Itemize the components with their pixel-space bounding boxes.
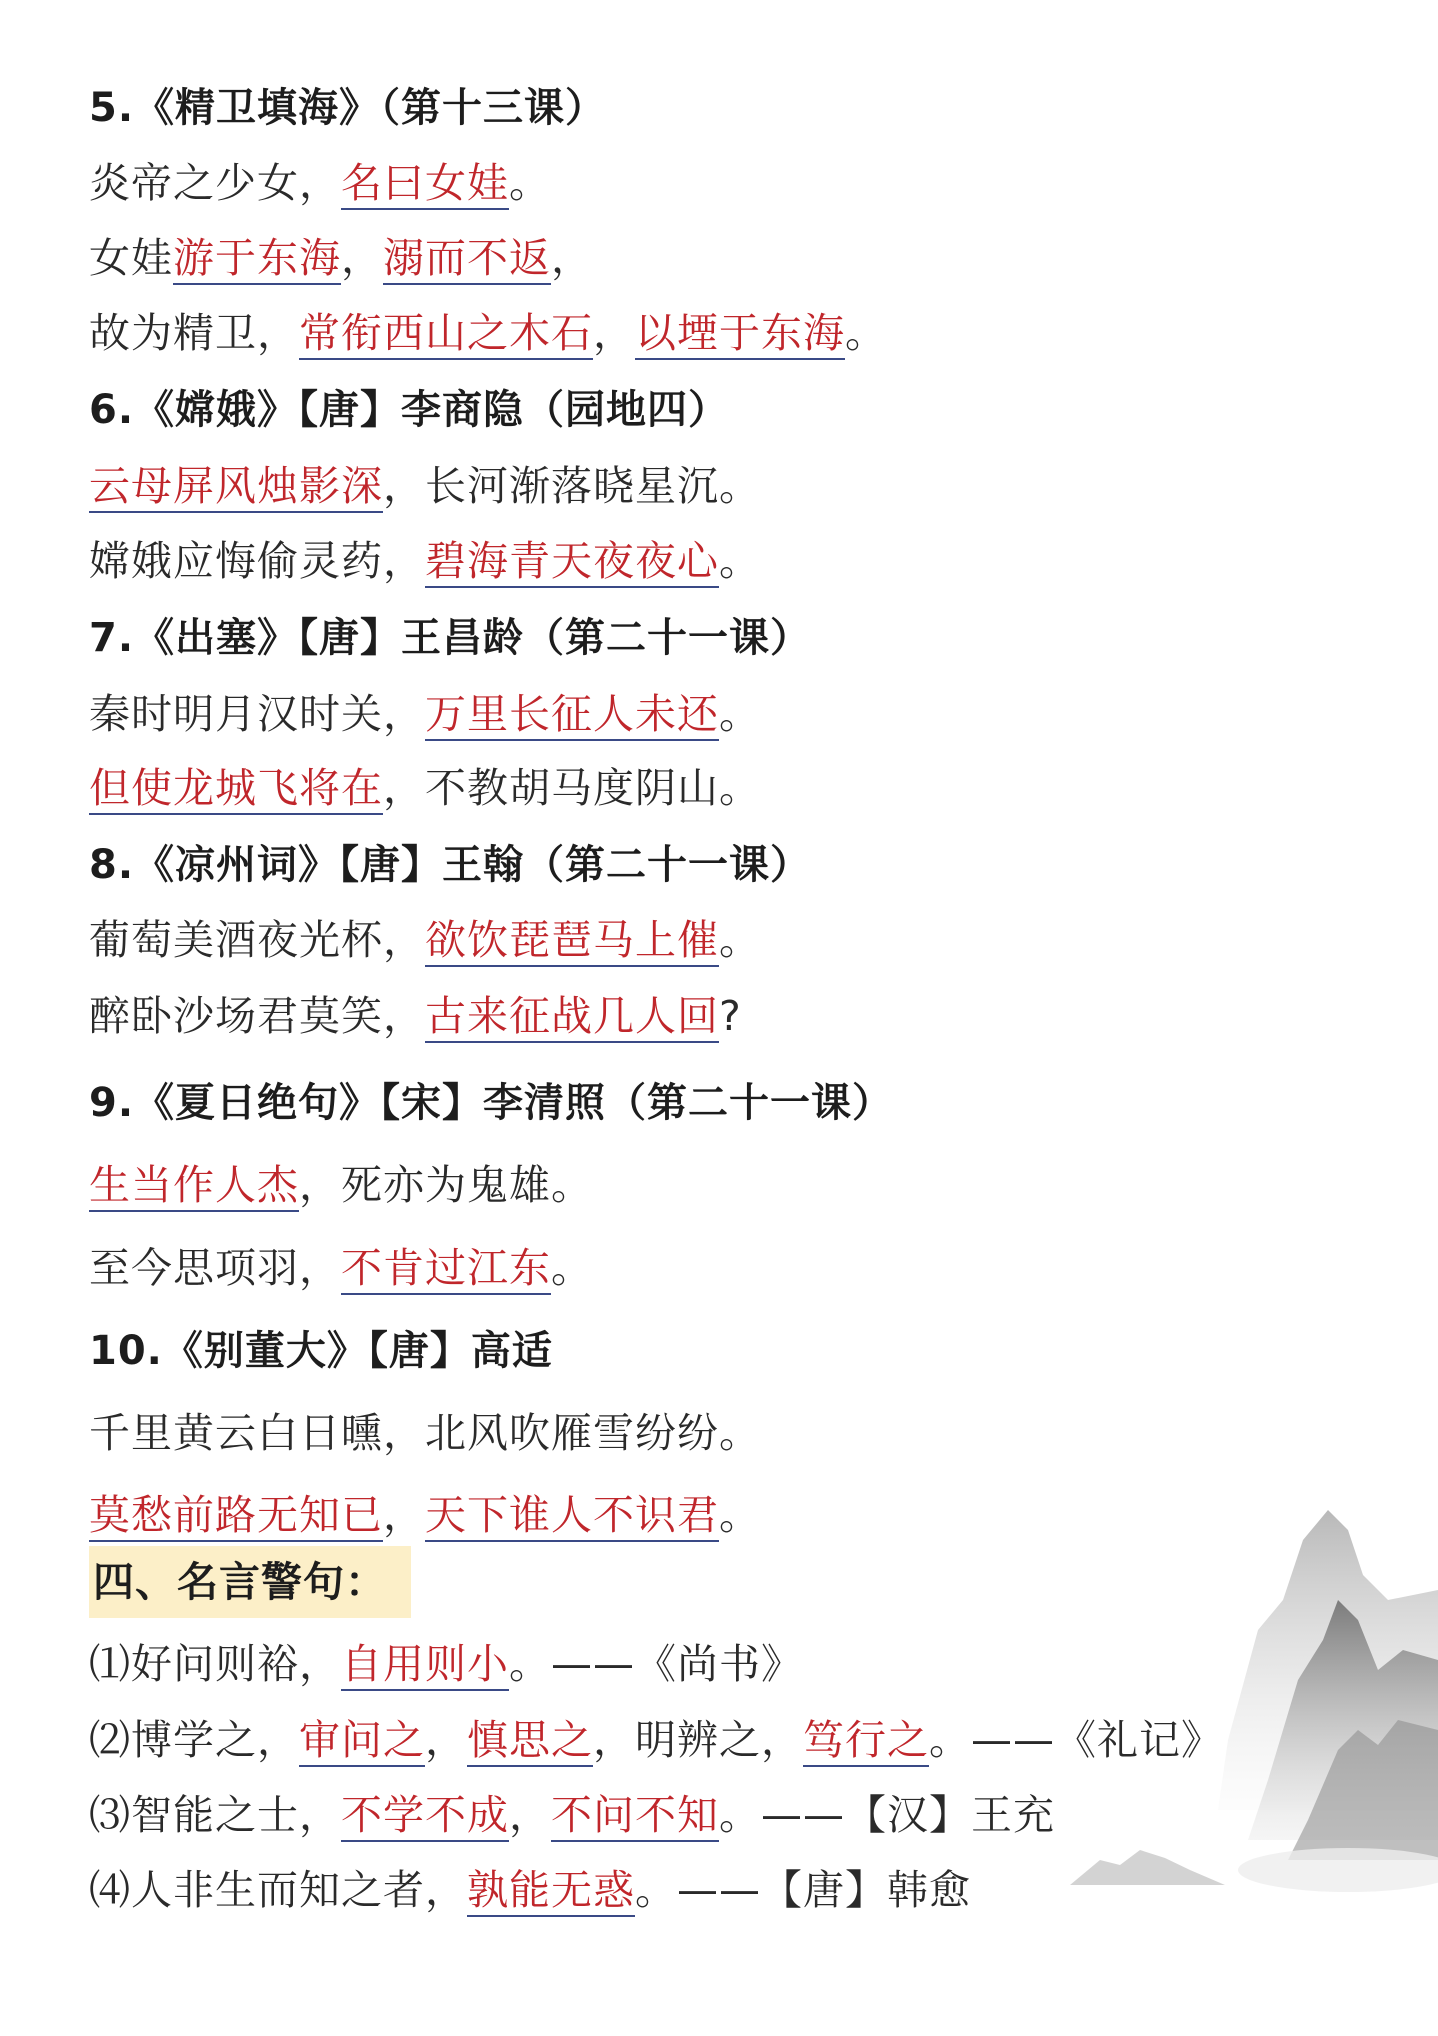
answer-blank: 不问不知 — [551, 1791, 719, 1842]
poem-line: 至今思项羽，不肯过江东。 — [89, 1240, 593, 1296]
quote-line: ⑶智能之士，不学不成，不问不知。——【汉】王充 — [89, 1787, 1055, 1843]
poem-line: 千里黄云白日曛，北风吹雁雪纷纷。 — [89, 1409, 761, 1457]
poem-line: 故为精卫，常衔西山之木石，以堙于东海。 — [89, 305, 887, 361]
poem-title: 10.《别董大》【唐】高适 — [89, 1328, 553, 1374]
answer-blank: 笃行之 — [803, 1716, 929, 1767]
answer-blank: 欲饮琵琶马上催 — [425, 916, 719, 967]
quote-line: ⑷人非生而知之者，孰能无惑。——【唐】韩愈 — [89, 1862, 971, 1918]
poem-line: 女娃游于东海，溺而不返， — [89, 230, 593, 286]
poem-title: 5.《精卫填海》（第十三课） — [89, 85, 607, 131]
answer-blank: 莫愁前路无知已 — [89, 1491, 383, 1542]
answer-blank: 天下谁人不识君 — [425, 1491, 719, 1542]
answer-blank: 古来征战几人回 — [425, 992, 719, 1043]
quote-line: ⑵博学之，审问之，慎思之，明辨之，笃行之。——《礼记》 — [89, 1712, 1223, 1768]
answer-blank: 但使龙城飞将在 — [89, 764, 383, 815]
poem-title: 9.《夏日绝句》【宋】李清照（第二十一课） — [89, 1080, 894, 1126]
answer-blank: 碧海青天夜夜心 — [425, 537, 719, 588]
answer-blank: 审问之 — [299, 1716, 425, 1767]
answer-blank: 自用则小 — [341, 1640, 509, 1691]
poem-line: 莫愁前路无知已，天下谁人不识君。 — [89, 1487, 761, 1543]
answer-blank: 不学不成 — [341, 1791, 509, 1842]
poem-line: 醉卧沙场君莫笑，古来征战几人回? — [89, 988, 742, 1044]
answer-blank: 溺而不返 — [383, 234, 551, 285]
answer-blank: 游于东海 — [173, 234, 341, 285]
answer-blank: 生当作人杰 — [89, 1161, 299, 1212]
answer-blank: 慎思之 — [467, 1716, 593, 1767]
poem-line: 嫦娥应悔偷灵药，碧海青天夜夜心。 — [89, 533, 761, 589]
poem-line: 葡萄美酒夜光杯，欲饮琵琶马上催。 — [89, 912, 761, 968]
answer-blank: 孰能无惑 — [467, 1866, 635, 1917]
answer-blank: 以堙于东海 — [635, 309, 845, 360]
poem-line: 炎帝之少女，名曰女娃。 — [89, 155, 551, 211]
poem-line: 云母屏风烛影深，长河渐落晓星沉。 — [89, 458, 761, 514]
answer-blank: 名曰女娃 — [341, 159, 509, 210]
poem-title: 6.《嫦娥》【唐】李商隐（园地四） — [89, 387, 730, 433]
poem-line: 生当作人杰，死亦为鬼雄。 — [89, 1157, 593, 1213]
answer-blank: 不肯过江东 — [341, 1244, 551, 1295]
quote-line: ⑴好问则裕，自用则小。——《尚书》 — [89, 1636, 803, 1692]
answer-blank: 常衔西山之木石 — [299, 309, 593, 360]
poem-title: 8.《凉州词》【唐】王翰（第二十一课） — [89, 842, 812, 888]
poem-line: 但使龙城飞将在，不教胡马度阴山。 — [89, 760, 761, 816]
poem-title: 7.《出塞》【唐】王昌龄（第二十一课） — [89, 615, 812, 661]
answer-blank: 万里长征人未还 — [425, 690, 719, 741]
section-heading: 四、名言警句： — [89, 1546, 411, 1618]
ink-mountain-decoration — [1188, 1480, 1438, 1900]
answer-blank: 云母屏风烛影深 — [89, 462, 383, 513]
poem-line: 秦时明月汉时关，万里长征人未还。 — [89, 686, 761, 742]
ink-rock-decoration — [1060, 1840, 1230, 1890]
